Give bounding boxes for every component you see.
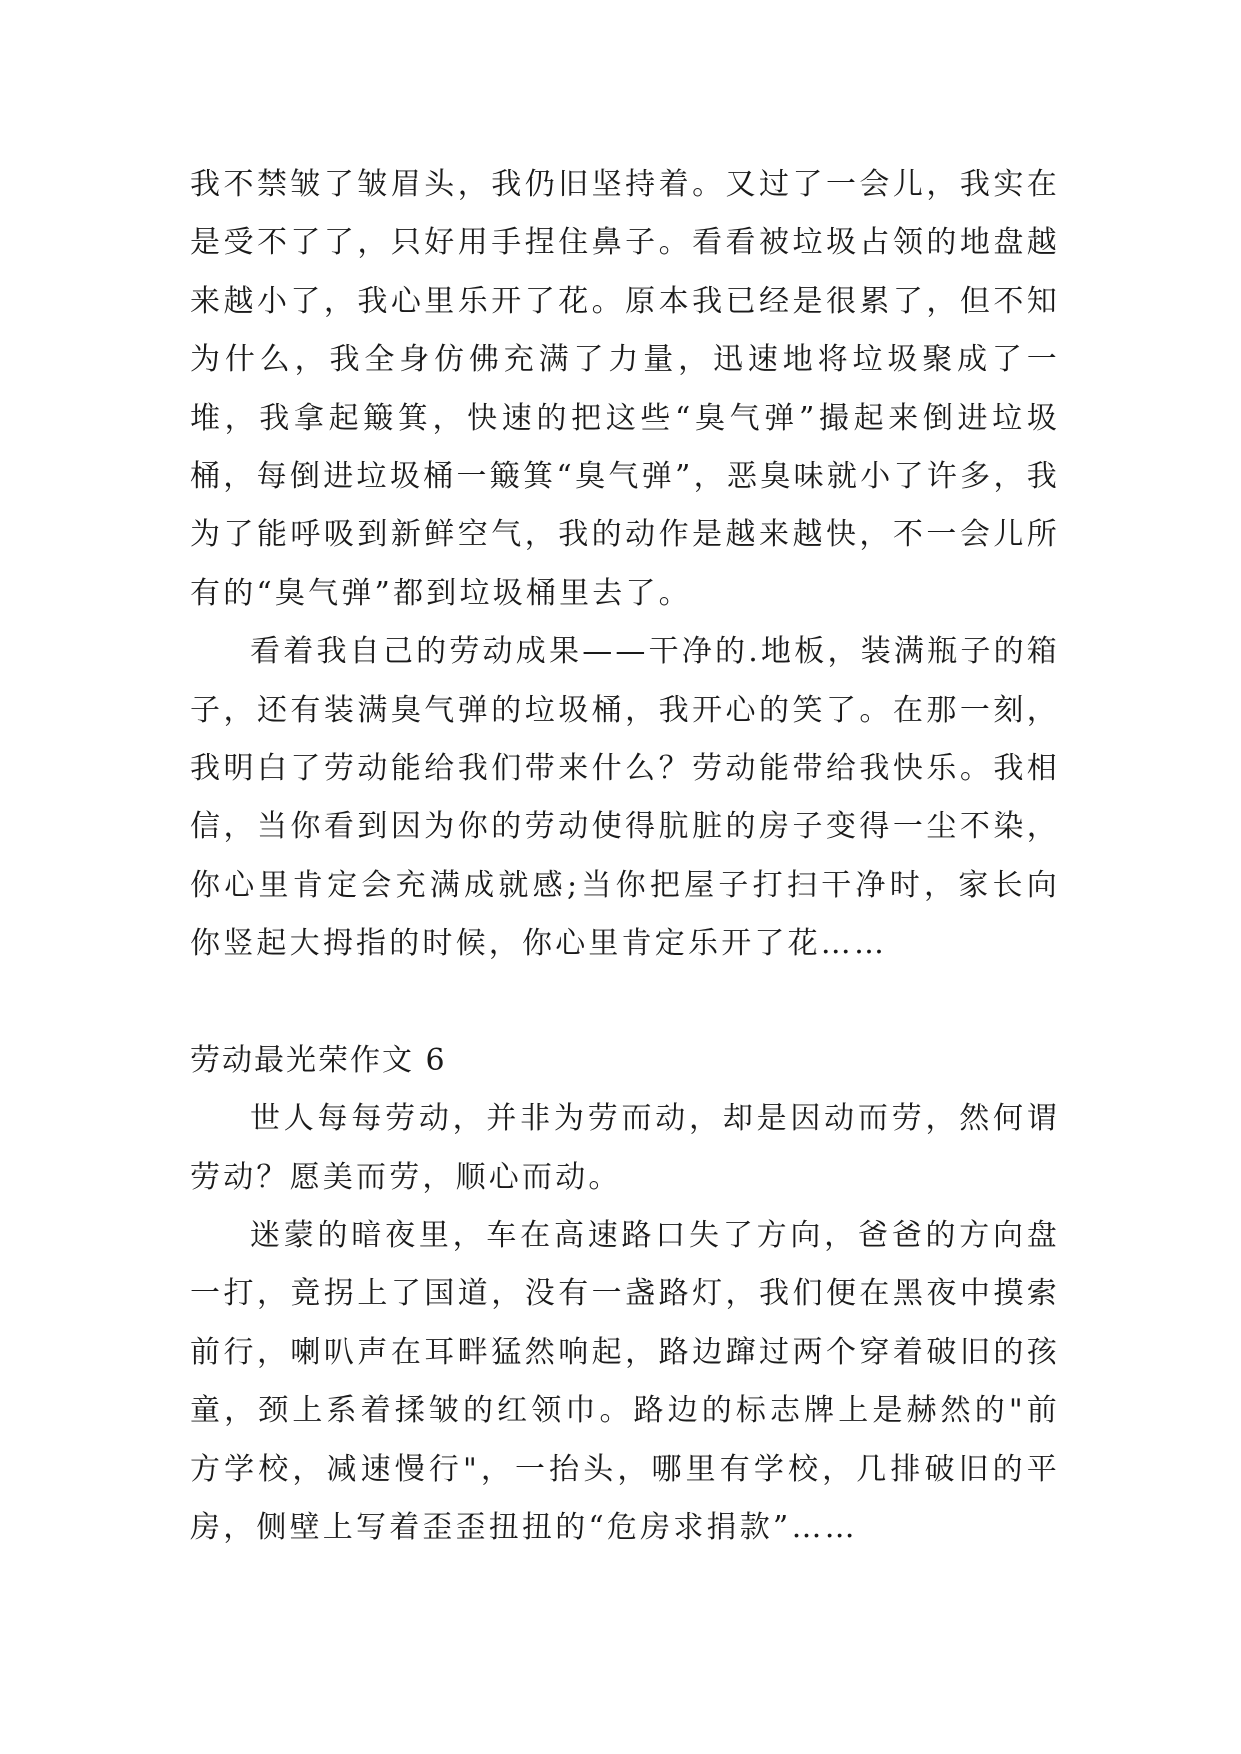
paragraph-labor-result: 看着我自己的劳动成果——干净的.地板，装满瓶子的箱子，还有装满臭气弹的垃圾桶，我开心的笑了。在那一刻，我明白了劳动能给我们带来什么？劳动能带给我快乐。我相信，当你看到因为你的劳动使得肮脏的房子变得一尘不染，你心里肯定会充满成就感;当你把屋子打扫干净时，家长向你竖起大拇指的时候，你心里肯定乐开了花…… (190, 634, 1060, 962)
paragraph-sweeping-garbage: 我不禁皱了皱眉头，我仍旧坚持着。又过了一会儿，我实在是受不了了，只好用手捏住鼻子。看看被垃圾占领的地盘越来越小了，我心里乐开了花。原本我已经是很累了，但不知为什么，我全身仿佛充满了力量，迅速地将垃圾聚成了一堆，我拿起簸箕，快速的把这些“臭气弹”撮起来倒进垃圾桶，每倒进垃圾桶一簸箕“臭气弹”，恶臭味就小了许多，我为了能呼吸到新鲜空气，我的动作是越来越快，不一会儿所有的“臭气弹”都到垃圾桶里去了。 (190, 167, 1060, 611)
paragraph-labor-meaning: 世人每每劳动，并非为劳而动，却是因动而劳，然何谓劳动？愿美而劳，顺心而动。 (190, 1101, 1060, 1195)
paragraph-night-road: 迷蒙的暗夜里，车在高速路口失了方向，爸爸的方向盘一打，竟拐上了国道，没有一盏路灯，我们便在黑夜中摸索前行，喇叭声在耳畔猛然响起，路边蹿过两个穿着破旧的孩童，颈上系着揉皱的红领巾。路边的标志牌上是赫然的"前方学校，减速慢行"，一抬头，哪里有学校，几排破旧的平房，侧壁上写着歪歪扭扭的“危房求捐款”…… (190, 1217, 1060, 1545)
document-body (190, 156, 1060, 1557)
section-title: 劳动最光荣作文 6 (190, 1042, 447, 1078)
